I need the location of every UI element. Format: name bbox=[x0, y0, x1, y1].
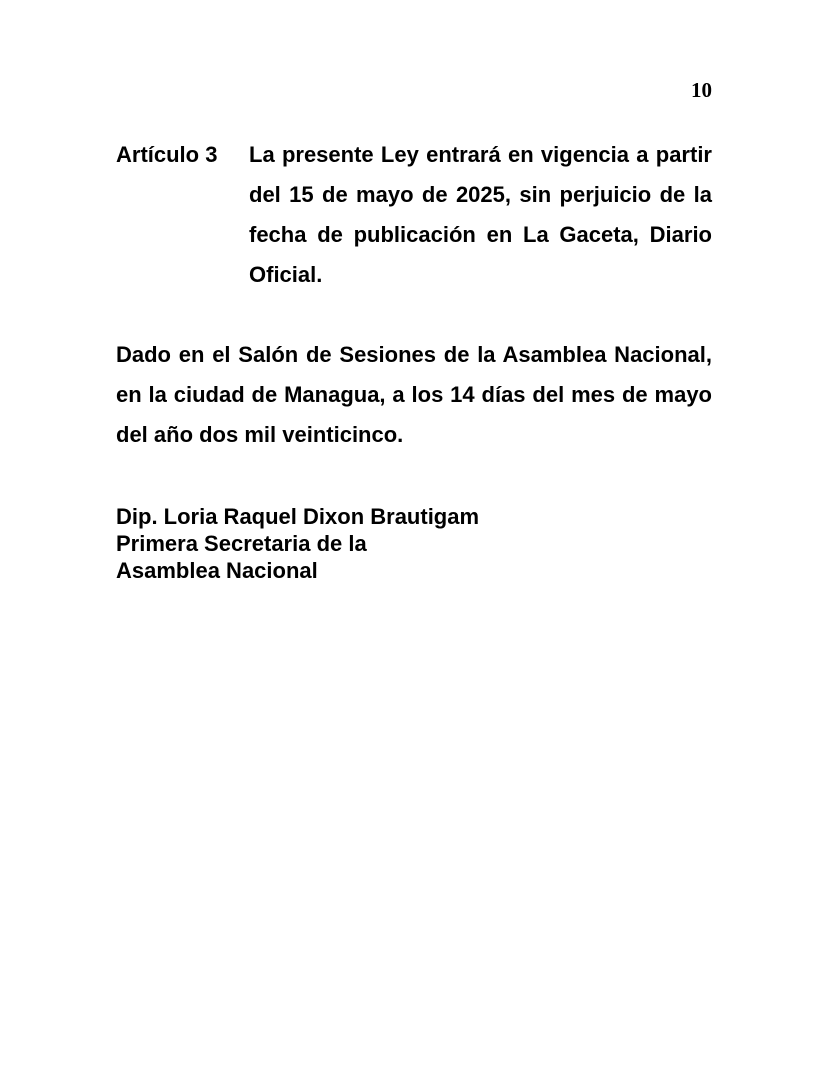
page-number: 10 bbox=[691, 78, 712, 102]
signatory-title-line-2: Asamblea Nacional bbox=[116, 558, 318, 583]
signatory-name: Dip. Loria Raquel Dixon Brautigam bbox=[116, 504, 480, 529]
article-label: Artículo 3 bbox=[116, 142, 218, 167]
given-at-paragraph: Dado en el Salón de Sesiones de la Asamblea Nacional, en la ciudad de Managua, a los 14 días del mes de mayo del año dos mil veinticinco. bbox=[116, 342, 712, 447]
article-3 bbox=[116, 135, 712, 295]
signature-block bbox=[116, 503, 712, 584]
article-text: La presente Ley entrará en vigencia a partir del 15 de mayo de 2025, sin perjuicio de la fecha de publicación en La Gaceta, Diario Oficial. bbox=[249, 142, 712, 287]
signatory-title-line-1: Primera Secretaria de la bbox=[116, 531, 367, 556]
